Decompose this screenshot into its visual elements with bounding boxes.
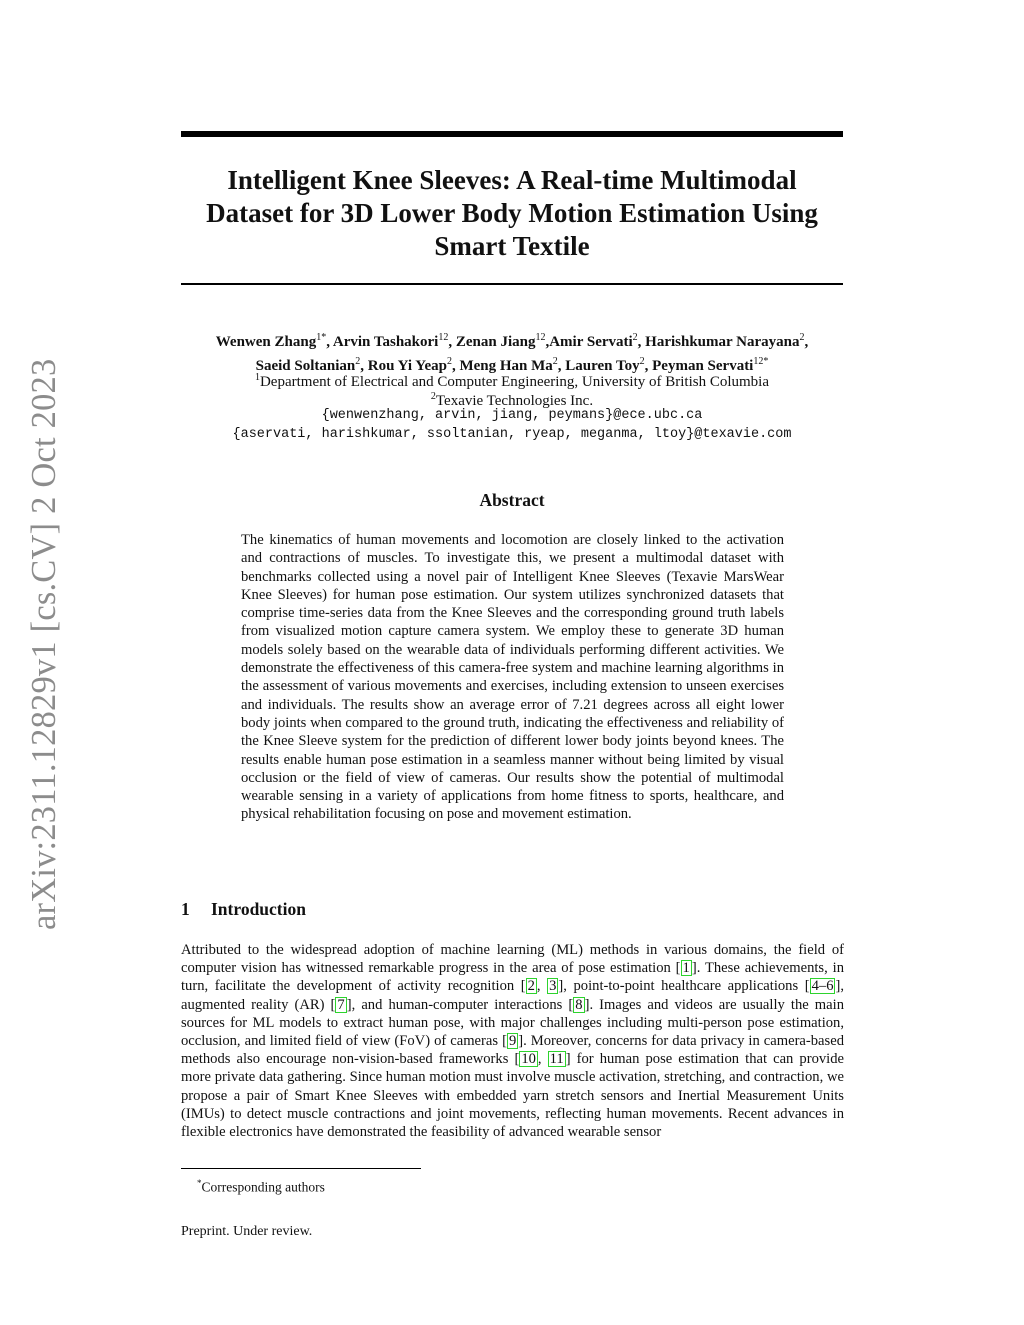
citation-link[interactable]: 8 bbox=[575, 996, 583, 1013]
author: Harishkumar Narayana$^2$, bbox=[645, 332, 809, 350]
abstract-heading: Abstract bbox=[479, 490, 545, 510]
author: Saeid Soltanian$^2$, bbox=[255, 356, 368, 374]
intro-text: ]. Images and videos are usually the main sources for ML models to extract human pose, with major challenges including multi-person pose estimation, occlusion, and limited field of view (FoV) of cameras [ bbox=[181, 996, 844, 1050]
footnote-rule bbox=[181, 1168, 421, 1169]
intro-text: Attributed to the widespread adoption of machine learning (ML) methods in various domains, the field of computer vision has witnessed remarkable progress in the area of pose estimation [ bbox=[181, 942, 844, 977]
intro-text: ], point-to-point healthcare applications [ bbox=[558, 978, 810, 995]
affiliation-1: $^1$Department of Electrical and Computer Engineering, University of British Columbia bbox=[254, 372, 770, 390]
title-bottom-rule bbox=[181, 283, 843, 285]
footnote-text: Corresponding authors bbox=[201, 1179, 325, 1195]
citation-link[interactable]: 2 bbox=[527, 978, 535, 995]
author-line-1 bbox=[181, 328, 843, 352]
footnote-mark: * bbox=[197, 1178, 202, 1188]
introduction-paragraph bbox=[181, 941, 844, 1141]
paper-title: Intelligent Knee Sleeves: A Real-time Multimodal Dataset for 3D Lower Body Motion Estimation Using Smart Textile bbox=[206, 165, 818, 261]
author: Meng Han Ma$^2$, bbox=[459, 356, 566, 374]
abstract-text: The kinematics of human movements and locomotion are closely linked to the activation and contractions of muscles. To investigate this, we present a multimodal dataset with benchmarks collected using a novel pair of Intelligent Knee Sleeves (Texavie MarsWear Knee Sleeves) for human pose estimation. Our system utilizes synchronized datasets that comprise time-series data from the Knee Sleeves and the corresponding ground truth labels from visualized motion capture camera system. We employ these to generate 3D human models solely based on the wearable data of individuals performing different activities. We demonstrate the effectiveness of this camera-free system and machine learning algorithms in the assessment of various movements and exercises, including extension to unseen exercises and individuals. The results show an average error of 7.21 degrees across all eight lower body joints when compared to the ground truth, indicating the effectiveness and reliability of the Knee Sleeve system for the prediction of different lower body joints beyond knees. The results enable human pose estimation in a seamless manner without being limited by visual occlusion or the field of view of cameras. Our results show the potential of multimodal wearable sensing in a variety of applications from home fitness to sports, healthcare, and physical rehabilitation focusing on pose and movement estimation. bbox=[241, 532, 784, 823]
author: Wenwen Zhang$^{1*}$, bbox=[215, 332, 333, 350]
author: Arvin Tashakori$^{12}$, bbox=[332, 332, 456, 350]
author: Zenan Jiang$^{12}$, bbox=[455, 332, 550, 350]
affiliation-2: $^2$Texavie Technologies Inc. bbox=[430, 391, 594, 409]
intro-text: ]. These achievements, in turn, facilitate the development of activity recognition [ bbox=[181, 960, 844, 995]
email-ubc: {wenwenzhang, arvin, jiang, peymans}@ece.ubc.ca bbox=[321, 408, 703, 423]
intro-text: ], and human-computer interactions [ bbox=[346, 996, 574, 1013]
email-texavie: {aservati, harishkumar, ssoltanian, ryeap, meganma, ltoy}@texavie.com bbox=[232, 427, 792, 442]
author: Peyman Servati$^{12*}$ bbox=[652, 356, 769, 374]
author: Lauren Toy$^2$, bbox=[565, 356, 653, 374]
intro-text: , bbox=[537, 1051, 548, 1068]
citation-link[interactable]: 9 bbox=[508, 1033, 517, 1050]
preprint-note: Preprint. Under review. bbox=[181, 1224, 313, 1239]
citation-link[interactable]: 1 bbox=[682, 960, 690, 977]
footnote bbox=[197, 1175, 325, 1196]
intro-text: ], augmented reality (AR) [ bbox=[181, 978, 844, 1013]
author: Amir Servati$^2$, bbox=[549, 332, 646, 350]
section-number: 1 bbox=[181, 899, 190, 919]
intro-text: ] for human pose estimation that can provide more private data gathering. Since human motion must involve muscle activation, stretching, and contraction, we propose a pair of Smart Knee Sleeves with embedded yarn stretch sensors and Inertial Measurement Units (IMUs) to detect muscle contractions and joint movements, reflecting human movements. Recent advances in flexible electronics have demonstrated the feasibility of advanced wearable sensor bbox=[181, 1051, 844, 1141]
title-top-rule bbox=[181, 131, 843, 137]
citation-link[interactable]: 7 bbox=[337, 996, 345, 1013]
author: Rou Yi Yeap$^2$, bbox=[367, 356, 460, 374]
intro-text: ]. Moreover, concerns for data privacy in camera-based methods also encourage non-vision-based frameworks [ bbox=[181, 1033, 844, 1068]
citation-link[interactable]: 10 bbox=[521, 1051, 536, 1068]
section-heading-introduction bbox=[181, 898, 306, 920]
section-title: Introduction bbox=[211, 899, 306, 919]
citation-link[interactable]: 3 bbox=[549, 978, 557, 995]
intro-text: , bbox=[536, 978, 548, 995]
arxiv-identifier: arXiv:2311.12829v1 [cs.CV] 2 Oct 2023 bbox=[25, 358, 63, 930]
citation-link[interactable]: 4–6 bbox=[811, 978, 834, 995]
citation-link[interactable]: 11 bbox=[549, 1051, 564, 1068]
